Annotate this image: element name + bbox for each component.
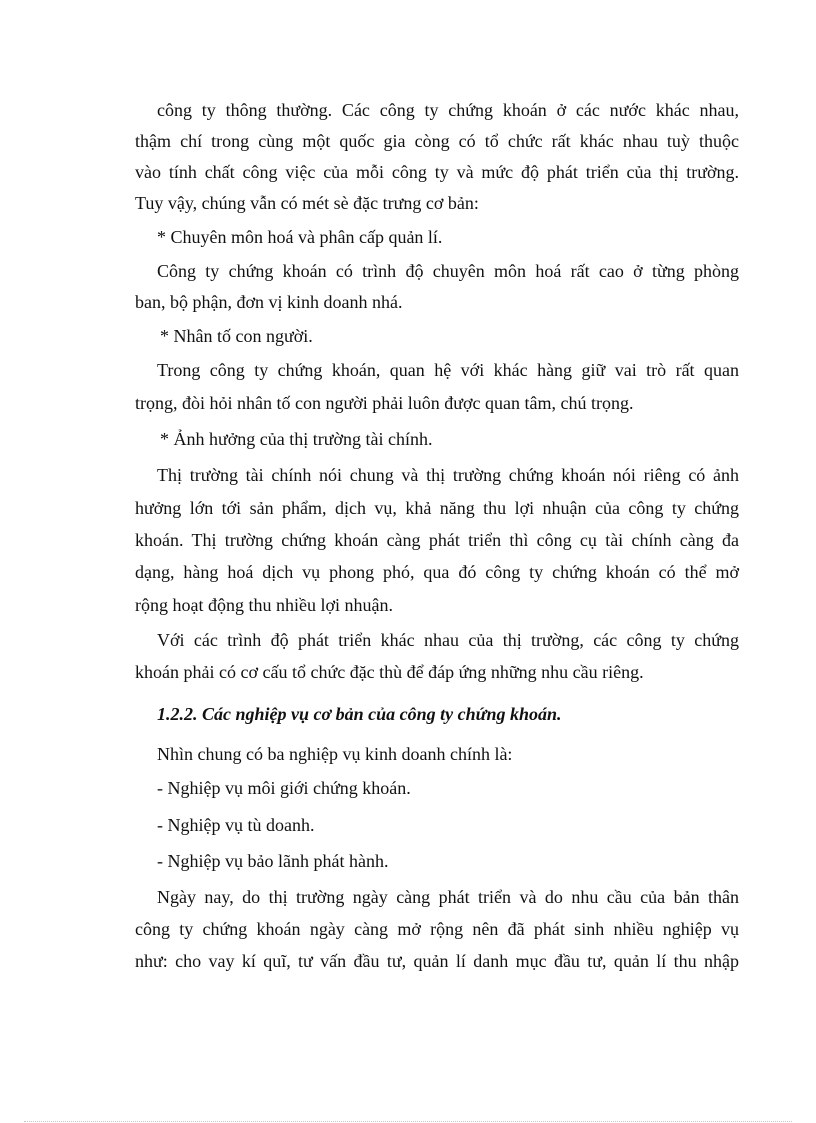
- section-heading: 1.2.2. Các nghiệp vụ cơ bản của công ty chứng khoán.: [157, 704, 562, 724]
- text-line: Ngày nay, do thị trường ngày càng phát triển và do nhu cầu của bản thân: [157, 887, 739, 907]
- list-item: - Nghiệp vụ môi giới chứng khoán.: [157, 778, 411, 798]
- text-line: khoán. Thị trường chứng khoán càng phát triển thì công cụ tài chính càng đa: [135, 530, 739, 550]
- list-item: - Nghiệp vụ bảo lãnh phát hành.: [157, 851, 389, 871]
- text-line: Công ty chứng khoán có trình độ chuyên môn hoá rất cao ở từng phòng: [157, 261, 739, 281]
- bullet-heading: * Chuyên môn hoá và phân cấp quản lí.: [157, 227, 443, 247]
- text-line: công ty chứng khoán ngày càng mở rộng nên đã phát sinh nhiều nghiệp vụ: [135, 919, 739, 939]
- list-item: - Nghiệp vụ tù doanh.: [157, 815, 315, 835]
- text-line: trọng, đòi hỏi nhân tố con người phải luôn được quan tâm, chú trọng.: [135, 393, 634, 413]
- text-line: Với các trình độ phát triển khác nhau của thị trường, các công ty chứng: [157, 630, 739, 650]
- text-line: hưởng lớn tới sản phẩm, dịch vụ, khả năng thu lợi nhuận của công ty chứng: [135, 498, 739, 518]
- text-line: vào tính chất công việc của mỗi công ty và mức độ phát triển của thị trường.: [135, 162, 739, 182]
- text-line: Nhìn chung có ba nghiệp vụ kinh doanh chính là:: [157, 744, 513, 764]
- page-bottom-divider: [24, 1121, 792, 1122]
- text-line: dạng, hàng hoá dịch vụ phong phó, qua đó công ty chứng khoán có thể mở: [135, 562, 739, 582]
- text-line: rộng hoạt động thu nhiều lợi nhuận.: [135, 595, 393, 615]
- text-line: Trong công ty chứng khoán, quan hệ với khác hàng giữ vai trò rất quan: [157, 360, 739, 380]
- text-line: khoán phải có cơ cấu tổ chức đặc thù để đáp ứng những nhu cầu riêng.: [135, 662, 644, 682]
- text-line: như: cho vay kí quĩ, tư vấn đầu tư, quản lí danh mục đầu tư, quản lí thu nhập: [135, 951, 739, 971]
- bullet-heading: * Nhân tố con người.: [160, 326, 313, 346]
- text-line: Tuy vậy, chúng vẫn có mét sè đặc trưng cơ bản:: [135, 193, 479, 213]
- text-line: công ty thông thường. Các công ty chứng khoán ở các nước khác nhau,: [157, 100, 739, 120]
- text-line: ban, bộ phận, đơn vị kinh doanh nhá.: [135, 292, 403, 312]
- bullet-heading: * Ảnh hưởng của thị trường tài chính.: [160, 429, 433, 449]
- text-line: thậm chí trong cùng một quốc gia còng có tổ chức rất khác nhau tuỳ thuộc: [135, 131, 739, 151]
- text-line: Thị trường tài chính nói chung và thị trường chứng khoán nói riêng có ảnh: [157, 465, 739, 485]
